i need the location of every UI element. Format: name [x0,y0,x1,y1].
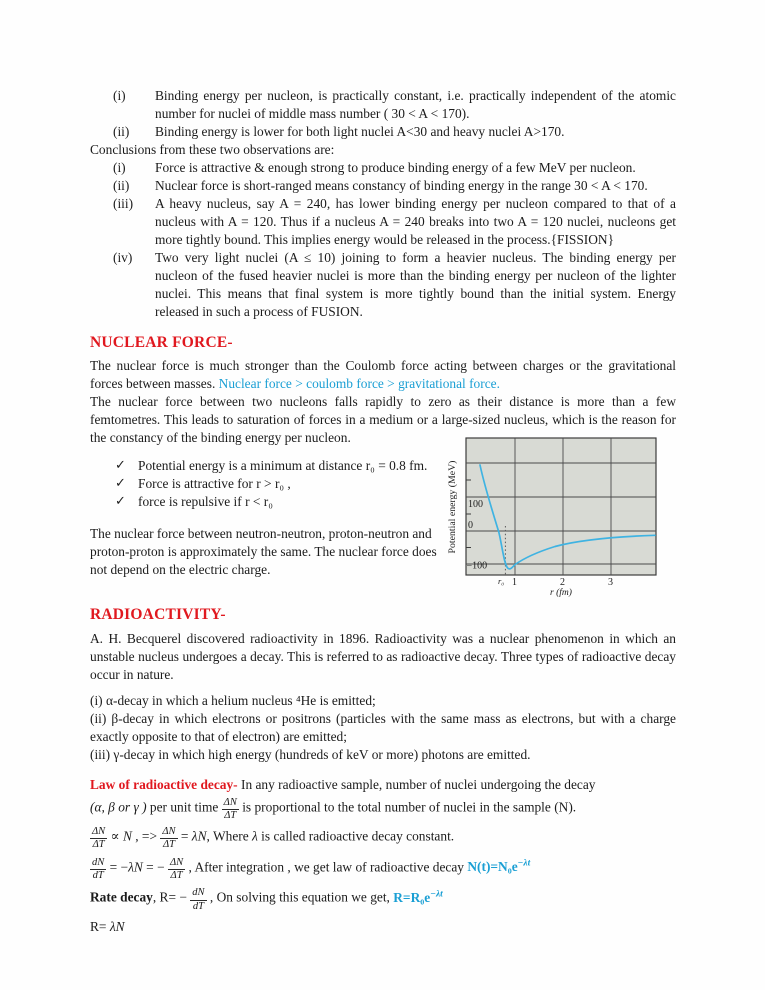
rate-decay-formula [393,890,443,905]
text: , On solving this equation we get, [206,889,394,905]
paragraph-text: The nuclear force is much stronger than the Coulomb force acting between charges or the gravitational forces between masses. [90,358,676,391]
y-axis-label: Potential energy (MeV) [447,460,458,554]
potential-energy-chart [446,433,674,597]
text: R= [90,919,110,935]
numerator: dN [190,887,206,900]
conclusion-text: Nuclear force is short-ranged means constancy of binding energy in the range 30 < A < 170. [155,178,648,193]
law-line-2 [90,797,676,823]
x-tick-1: 1 [512,577,517,588]
checkmark-icon: ✓ [115,475,126,490]
potential-energy-figure [446,433,674,597]
list-marker: (iii) [113,196,134,211]
observation-item-1 [90,87,676,123]
nuclear-force-para-1 [90,357,676,393]
numerator: ΔN [90,826,107,839]
checklist-item-2 [90,475,446,493]
text: = [177,828,192,844]
conclusions-intro: Conclusions from these two observations are: [90,142,335,157]
text: , Where [206,828,253,844]
alpha-decay-item: (i) α-decay in which a helium nucleus ⁴He is emitted; [90,693,376,708]
conclusion-item-3 [90,195,676,249]
gamma-decay-item: (iii) γ-decay in which high energy (hundreds of keV or more) photons are emitted. [90,747,531,762]
checklist-item-1 [90,457,446,475]
numerator: ΔN [168,857,185,870]
plot-area [466,438,656,575]
y-tick-neg100: −100 [466,560,488,572]
x-tick-2: 2 [560,577,565,588]
fraction-dN-dT [160,826,177,852]
numerator: dN [90,857,106,870]
y-tick-0: 0 [468,520,473,531]
rate-decay-label: Rate decay [90,889,153,905]
x-axis-label: r (fm) [550,588,572,597]
checklist-text: Force is attractive for r > r₀ , [138,476,291,491]
conclusion-item-4 [90,249,676,321]
text: is called radioactive decay constant. [257,828,455,844]
decay-types-list [90,692,676,764]
checklist-text: Potential energy is a minimum at distance r₀ = 0.8 fm. [138,458,428,473]
formula-exponent: −λt [517,858,531,869]
text: per unit time [146,799,222,815]
list-marker: (ii) [113,178,130,193]
text: = − [106,858,129,874]
checkmark-icon: ✓ [115,457,126,472]
denominator: dT [92,869,104,881]
page-content [90,87,676,936]
denominator: ΔT [170,869,183,881]
nuclear-force-heading: NUCLEAR FORCE- [90,334,233,351]
text: is proportional to the total number of nuclei in the sample (N). [238,799,577,815]
list-marker: (ii) [113,124,130,139]
beta-decay-item: (ii) β-decay in which electrons or positrons (particles with the same mass as electrons, but with a charge exactly opposite to that of electron) are emitted; [90,711,676,744]
radioactivity-para: A. H. Becquerel discovered radioactivity in 1896. Radioactivity was a nuclear phenomenon in which an unstable nucleus undergoes a decay. This is referred to as radioactive decay. Three types of radioactive decay occur in nature. [90,631,676,682]
conclusion-text: Two very light nuclei (A ≤ 10) joining to form a heavier nucleus. The binding energy per nucleon of the fused heavier nuclei is more than the binding energy per nucleon of the lighter nuclei. This means that final system is more tightly bound than the initial system. Energy released in such a process of FUSION. [155,250,676,319]
law-line-5 [90,885,676,913]
variable-N: N [122,828,132,844]
checkmark-icon: ✓ [115,493,126,508]
nuclear-force-checklist [90,457,446,511]
nuclear-force-para-3: The nuclear force between neutron-neutron, proton-neutron and proton-proton is approximately the same. The nuclear force does not depend on the electric charge. [90,526,437,577]
x-tick-3: 3 [608,577,613,588]
fraction-dN-dT [90,826,107,852]
law-line-6 [90,918,676,936]
observation-text: Binding energy is lower for both light nuclei A<30 and heavy nuclei A>170. [155,124,565,139]
radioactivity-heading: RADIOACTIVITY- [90,606,226,623]
fraction-dN-dT [168,857,185,883]
law-of-radioactive-decay [90,776,676,936]
formula-exponent: −λt [430,889,443,900]
conclusion-text: A heavy nucleus, say A = 240, has lower binding energy per nucleon compared to that of a nucleus with A = 120. Thus if a nucleus A = 240 breaks into two A = 120 nuclei, nucleons get more tightly bound. This implies energy would be released in the process.{FISSION} [155,196,676,247]
checklist-text: force is repulsive if r < r₀ [138,494,273,509]
force-comparison-highlight: Nuclear force > coulomb force > gravitational force. [218,376,500,391]
variable-lambdaN: λN [191,828,207,844]
list-marker: (iv) [113,250,133,265]
observation-text: Binding energy per nucleon, is practically constant, i.e. practically independent of the atomic number for nuclei of middle mass number ( 30 < A < 170). [155,88,676,121]
numerator: ΔN [160,826,177,839]
decay-law-formula [467,859,530,874]
denominator: dT [192,900,204,912]
observation-item-2 [90,123,676,141]
formula-base: N(t)=N₀e [467,858,518,874]
conclusion-item-2 [90,177,676,195]
text: , R= − [152,889,191,905]
formula-base: R=R₀e [393,889,431,905]
text: , After integration , we get law of radioactive decay [185,858,468,874]
fraction-dN-dT [222,797,239,823]
x-tick-r0: r₀ [498,576,505,586]
y-tick-100: 100 [468,499,483,510]
conclusion-item-1 [90,159,676,177]
text: , => [131,828,161,844]
variable-lambdaN: λN [128,858,143,874]
law-title: Law of radioactive decay- [90,777,238,792]
nuclear-force-para-2: The nuclear force between two nucleons falls rapidly to zero as their distance is more than a few femtometres. This leads to saturation of forces in a medium or a large-sized nucleus, which is the reason for the constancy of the binding energy per nucleon. [90,394,676,445]
denominator: ΔT [162,839,175,851]
variable-lambda: λ [252,828,258,844]
list-marker: (i) [113,160,126,175]
law-line-4 [90,855,676,883]
text: ∝ [107,828,123,844]
variable-lambdaN: λN [109,919,125,935]
law-line-3 [90,826,676,852]
greek-letters: (α, β or γ ) [90,799,147,815]
list-marker: (i) [113,88,126,103]
numerator: ΔN [222,797,239,810]
fraction-dN-dt [190,887,206,913]
law-title-rest: In any radioactive sample, number of nuclei undergoing the decay [237,777,596,792]
nuclear-force-body [90,457,676,597]
denominator: ΔT [92,839,105,851]
text: = − [142,858,168,874]
law-title-line [90,776,676,794]
denominator: ΔT [224,810,237,822]
checklist-item-3 [90,493,446,511]
conclusion-text: Force is attractive & enough strong to produce binding energy of a few MeV per nucleon. [155,160,636,175]
fraction-dN-dt [90,857,106,883]
